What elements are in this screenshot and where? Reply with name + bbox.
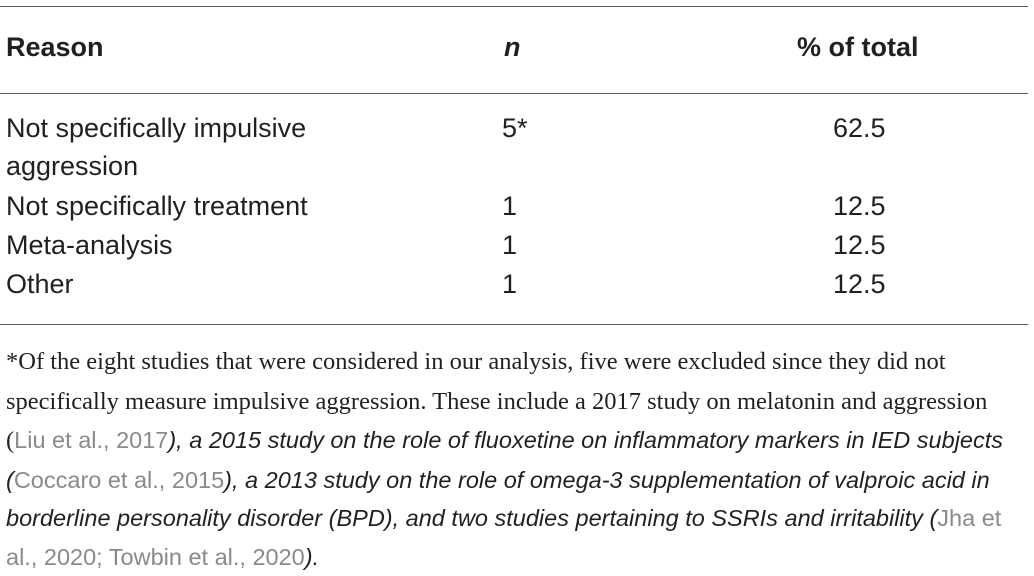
table-row-percent: 12.5 [833, 191, 886, 221]
citation-link[interactable]: Liu et al., 2017 [14, 427, 169, 453]
table-top-rule [0, 6, 1028, 7]
table-row-percent: 12.5 [833, 230, 886, 260]
table-row-reason: Not specifically treatment [6, 191, 308, 221]
table-row-reason: Other [6, 269, 74, 299]
footnote-text: ). [304, 543, 320, 570]
column-header-reason: Reason [6, 32, 104, 62]
column-header-n: n [504, 32, 521, 62]
table-row-reason: Meta-analysis [6, 230, 173, 260]
column-header-percent: % of total [797, 32, 919, 62]
citation-link[interactable]: Coccaro et al., 2015 [13, 466, 225, 493]
table-row-reason: Not specifically impulsive aggression [6, 113, 307, 181]
citation-link[interactable]: Jha et al., 2020; Towbin et al., 2020 [6, 505, 1002, 570]
footnote-text: *Of the eight studies that were considered in our analysis, five were excluded since they did not specifically measure impulsive aggression. These include a 2017 study on melatonin and aggression ( [6, 348, 988, 454]
table-row-n: 5* [502, 113, 528, 143]
footnote-text: ), a 2013 study on the role of omega-3 supplementation of valproic acid in borderline personality disorder (BPD), and two studies pertaining to SSRIs and irritability ( [6, 466, 990, 531]
table-bottom-rule [0, 324, 1028, 325]
table-row-n: 1 [502, 269, 518, 299]
footnote-text: ), a 2015 study on the role of fluoxetine on inflammatory markers in IED subjects ( [6, 427, 1004, 493]
table-row-percent: 62.5 [833, 113, 886, 143]
table-row-n: 1 [502, 191, 518, 221]
table-row-n: 1 [502, 230, 518, 260]
table-footnote [6, 342, 1026, 576]
table-row-percent: 12.5 [833, 269, 886, 299]
header-separator-rule [0, 93, 1028, 94]
